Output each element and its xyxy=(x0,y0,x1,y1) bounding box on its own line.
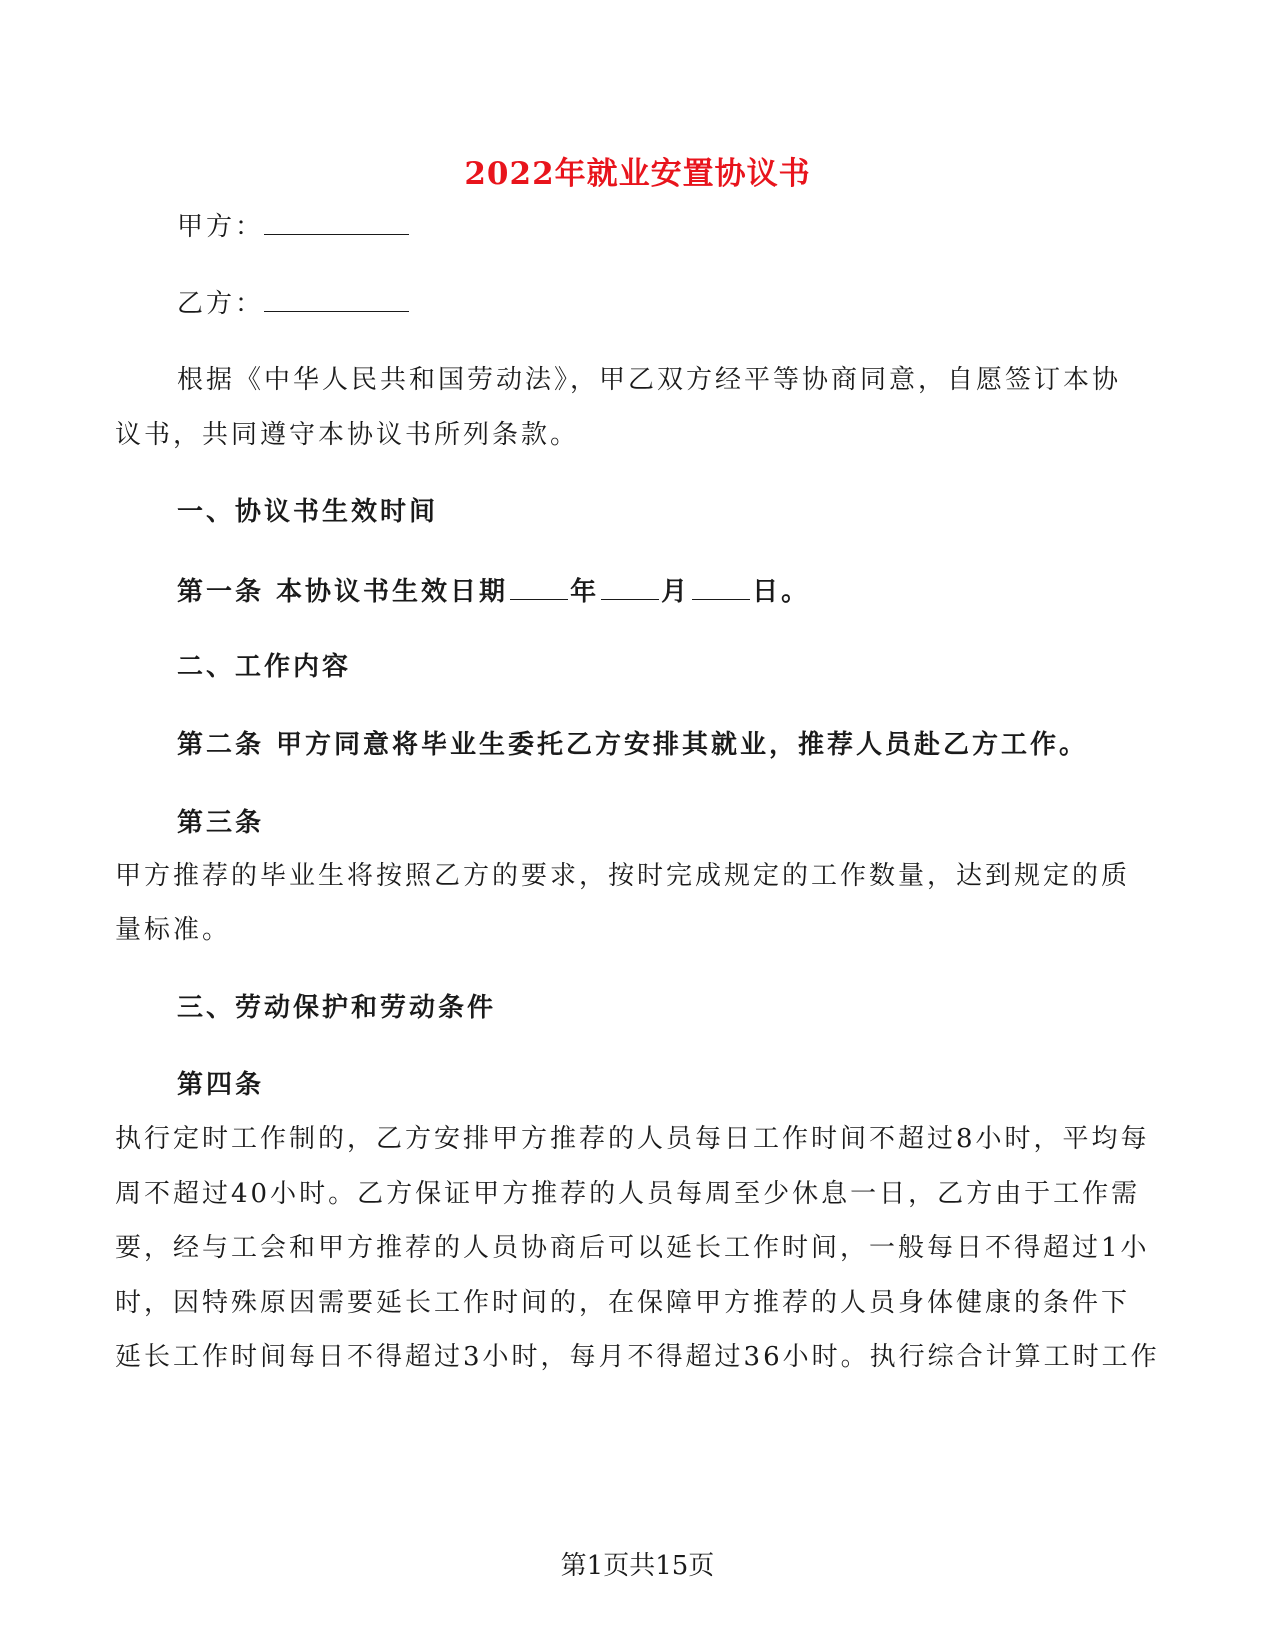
month-blank xyxy=(601,575,659,600)
year-blank xyxy=(510,575,568,600)
article-1-prefix: 第一条 本协议书生效日期 xyxy=(177,577,509,607)
document-title: 2022年就业安置协议书 xyxy=(464,156,811,192)
month-label: 月 xyxy=(661,577,691,607)
section-1-heading: 一、协议书生效时间 xyxy=(177,497,439,527)
day-blank xyxy=(692,575,750,600)
intro-line-1: 根据《中华人民共和国劳动法》，甲乙双方经平等协商同意，自愿签订本协 xyxy=(177,365,1122,395)
article-2: 第二条 甲方同意将毕业生委托乙方安排其就业，推荐人员赴乙方工作。 xyxy=(177,730,1089,760)
year-label: 年 xyxy=(570,577,600,607)
page-indicator: 第1页共15页 xyxy=(560,1551,715,1581)
article-3-line-1: 甲方推荐的毕业生将按照乙方的要求，按时完成规定的工作数量，达到规定的质 xyxy=(115,861,1131,891)
party-b-line xyxy=(177,287,409,319)
article-4-line-4: 时，因特殊原因需要延长工作时间的，在保障甲方推荐的人员身体健康的条件下 xyxy=(115,1288,1131,1318)
party-b-blank xyxy=(264,287,409,312)
article-4-heading: 第四条 xyxy=(177,1070,265,1100)
article-3-heading: 第三条 xyxy=(177,808,265,838)
party-a-label: 甲方： xyxy=(177,212,265,242)
article-3-line-2: 量标准。 xyxy=(115,915,232,945)
article-4-line-2: 周不超过40小时。乙方保证甲方推荐的人员每周至少休息一日，乙方由于工作需 xyxy=(115,1179,1141,1209)
day-label: 日。 xyxy=(752,577,811,607)
party-a-blank xyxy=(264,210,409,235)
party-b-label: 乙方： xyxy=(177,289,265,319)
party-a-line xyxy=(177,210,409,242)
article-4-line-1: 执行定时工作制的，乙方安排甲方推荐的人员每日工作时间不超过8小时，平均每 xyxy=(115,1124,1150,1154)
article-1 xyxy=(177,575,810,607)
article-4-line-3: 要，经与工会和甲方推荐的人员协商后可以延长工作时间，一般每日不得超过1小 xyxy=(115,1233,1150,1263)
intro-line-2: 议书，共同遵守本协议书所列条款。 xyxy=(115,420,580,450)
article-4-line-5: 延长工作时间每日不得超过3小时，每月不得超过36小时。执行综合计算工时工作 xyxy=(115,1342,1160,1372)
section-2-heading: 二、工作内容 xyxy=(177,652,352,682)
section-3-heading: 三、劳动保护和劳动条件 xyxy=(177,993,497,1023)
